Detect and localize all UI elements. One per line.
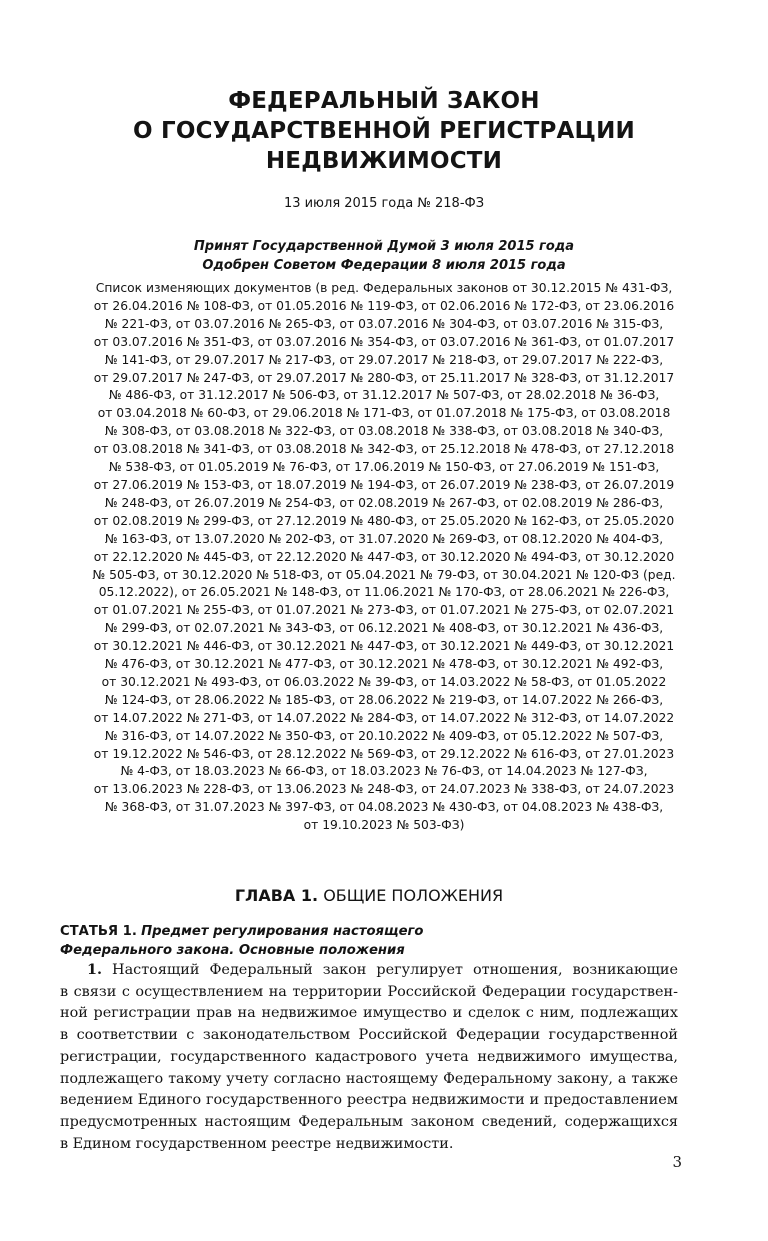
- amendment-line: № 221-ФЗ, от 03.07.2016 № 265-ФЗ, от 03.07.2016 № 304-ФЗ, от 03.07.2016 № 315-ФЗ,: [104, 316, 664, 331]
- document-title: [0, 86, 768, 176]
- article-title-part-1: Предмет регулирования настоящего: [141, 924, 424, 939]
- amendment-line: от 13.06.2023 № 228-ФЗ, от 13.06.2023 № 248-ФЗ, от 24.07.2023 № 338-ФЗ, от 24.07.2023: [93, 782, 675, 797]
- amendment-line: № 505-ФЗ, от 30.12.2020 № 518-ФЗ, от 05.04.2021 № 79-ФЗ, от 30.04.2021 № 120-ФЗ (ред.: [92, 567, 676, 582]
- paragraph-line: подлежащего такому учету согласно настоящему Федеральному закону, а также: [60, 1070, 678, 1087]
- amendment-line: № 124-ФЗ, от 28.06.2022 № 185-ФЗ, от 28.06.2022 № 219-ФЗ, от 14.07.2022 № 266-ФЗ,: [104, 692, 664, 707]
- paragraph-line: в соответствии с законодательством Российской Федерации государственной: [60, 1027, 678, 1044]
- amendment-line: от 03.08.2018 № 341-ФЗ, от 03.08.2018 № 342-ФЗ, от 25.12.2018 № 478-ФЗ, от 27.12.2018: [93, 442, 675, 457]
- amendment-line: от 30.12.2021 № 446-ФЗ, от 30.12.2021 № 447-ФЗ, от 30.12.2021 № 449-ФЗ, от 30.12.2021: [93, 639, 675, 654]
- amendment-line: от 03.04.2018 № 60-ФЗ, от 29.06.2018 № 171-ФЗ, от 01.07.2018 № 175-ФЗ, от 03.08.2018: [97, 406, 671, 421]
- article-heading-line-2: [60, 941, 720, 960]
- amendment-line: 05.12.2022), от 26.05.2021 № 148-ФЗ, от 11.06.2021 № 170-ФЗ, от 28.06.2021 № 226-ФЗ,: [98, 585, 670, 600]
- paragraph-line: в Едином государственном реестре недвижимости.: [60, 1135, 454, 1152]
- amendment-line: № 486-ФЗ, от 31.12.2017 № 506-ФЗ, от 31.12.2017 № 507-ФЗ, от 28.02.2018 № 36-ФЗ,: [108, 388, 660, 403]
- paragraph-text: Настоящий Федеральный закон регулирует отношения, возникающие: [112, 962, 678, 978]
- article-heading: [60, 922, 720, 960]
- chapter-title: ОБЩИЕ ПОЛОЖЕНИЯ: [323, 886, 504, 905]
- article-title-part-2: Федерального закона. Основные положения: [60, 943, 405, 958]
- amendment-line: от 19.12.2022 № 546-ФЗ, от 28.12.2022 № 569-ФЗ, от 29.12.2022 № 616-ФЗ, от 27.01.2023: [93, 746, 675, 761]
- amendment-line: № 538-ФЗ, от 01.05.2019 № 76-ФЗ, от 17.06.2019 № 150-ФЗ, от 27.06.2019 № 151-ФЗ,: [108, 460, 660, 475]
- adopted-by-duma: Принят Государственной Думой 3 июля 2015 года: [193, 239, 575, 254]
- amendment-line: № 299-ФЗ, от 02.07.2021 № 343-ФЗ, от 06.12.2021 № 408-ФЗ, от 30.12.2021 № 436-ФЗ,: [104, 621, 664, 636]
- article-heading-line-1: [60, 922, 720, 941]
- amendment-line: № 163-ФЗ, от 13.07.2020 № 202-ФЗ, от 31.07.2020 № 269-ФЗ, от 08.12.2020 № 404-ФЗ,: [104, 531, 664, 546]
- amendment-line: № 4-ФЗ, от 18.03.2023 № 66-ФЗ, от 18.03.2023 № 76-ФЗ, от 14.04.2023 № 127-ФЗ,: [120, 764, 648, 779]
- amendment-line: от 29.07.2017 № 247-ФЗ, от 29.07.2017 № 280-ФЗ, от 25.11.2017 № 328-ФЗ, от 31.12.2017: [93, 370, 675, 385]
- paragraph-line: предусмотренных настоящим Федеральным законом сведений, содержащихся: [60, 1113, 678, 1130]
- amendment-line: № 248-ФЗ, от 26.07.2019 № 254-ФЗ, от 02.08.2019 № 267-ФЗ, от 02.08.2019 № 286-ФЗ,: [104, 495, 664, 510]
- law-date-number: 13 июля 2015 года № 218-ФЗ: [283, 196, 485, 211]
- paragraph-line: ведением Единого государственного реестра недвижимости и предоставлением: [60, 1092, 678, 1109]
- amendment-line: № 368-ФЗ, от 31.07.2023 № 397-ФЗ, от 04.08.2023 № 430-ФЗ, от 04.08.2023 № 438-ФЗ,: [104, 800, 664, 815]
- title-line-3: НЕДВИЖИМОСТИ: [265, 148, 503, 174]
- amendment-line: Список изменяющих документов (в ред. Федеральных законов от 30.12.2015 № 431-ФЗ,: [95, 281, 673, 295]
- paragraph-number: 1.: [87, 961, 103, 978]
- amendment-line: от 14.07.2022 № 271-ФЗ, от 14.07.2022 № 284-ФЗ, от 14.07.2022 № 312-ФЗ, от 14.07.2022: [93, 710, 675, 725]
- amendment-line: от 01.07.2021 № 255-ФЗ, от 01.07.2021 № 273-ФЗ, от 01.07.2021 № 275-ФЗ, от 02.07.2021: [93, 603, 675, 618]
- title-line-2: О ГОСУДАРСТВЕННОЙ РЕГИСТРАЦИИ: [133, 118, 635, 144]
- article-paragraph: [60, 959, 678, 1155]
- chapter-label: ГЛАВА 1.: [234, 886, 319, 905]
- page-number: 3: [672, 1153, 682, 1171]
- amendment-line: от 02.08.2019 № 299-ФЗ, от 27.12.2019 № 480-ФЗ, от 25.05.2020 № 162-ФЗ, от 25.05.2020: [93, 513, 675, 528]
- paragraph-line: в связи с осуществлением на территории Российской Федерации государствен-: [60, 983, 678, 1000]
- paragraph-line: регистрации, государственного кадастрового учета недвижимого имущества,: [60, 1048, 678, 1065]
- amendment-line: от 26.04.2016 № 108-ФЗ, от 01.05.2016 № 119-ФЗ, от 02.06.2016 № 172-ФЗ, от 23.06.2016: [93, 298, 675, 313]
- amendment-line: № 141-ФЗ, от 29.07.2017 № 217-ФЗ, от 29.07.2017 № 218-ФЗ, от 29.07.2017 № 222-ФЗ,: [104, 352, 664, 367]
- chapter-heading: [0, 886, 738, 906]
- amendment-line: № 476-ФЗ, от 30.12.2021 № 477-ФЗ, от 30.12.2021 № 478-ФЗ, от 30.12.2021 № 492-ФЗ,: [104, 657, 664, 672]
- amendment-line: № 308-ФЗ, от 03.08.2018 № 322-ФЗ, от 03.08.2018 № 338-ФЗ, от 03.08.2018 № 340-ФЗ,: [104, 424, 664, 439]
- amendment-line: от 19.10.2023 № 503-ФЗ): [303, 818, 465, 833]
- amendment-line: от 27.06.2019 № 153-ФЗ, от 18.07.2019 № 194-ФЗ, от 26.07.2019 № 238-ФЗ, от 26.07.2019: [93, 477, 675, 492]
- adoption-info: [0, 237, 768, 275]
- paragraph-line: ной регистрации прав на недвижимое имущество и сделок с ним, подлежащих: [60, 1005, 678, 1022]
- amendments-list: [60, 280, 708, 835]
- amendment-line: от 03.07.2016 № 351-ФЗ, от 03.07.2016 № 354-ФЗ, от 03.07.2016 № 361-ФЗ, от 01.07.2017: [93, 334, 675, 349]
- amendment-line: от 30.12.2021 № 493-ФЗ, от 06.03.2022 № 39-ФЗ, от 14.03.2022 № 58-ФЗ, от 01.05.2022: [101, 674, 667, 689]
- paragraph-line: [60, 959, 678, 982]
- amendment-line: № 316-ФЗ, от 14.07.2022 № 350-ФЗ, от 20.10.2022 № 409-ФЗ, от 05.12.2022 № 507-ФЗ,: [104, 728, 664, 743]
- amendment-line: от 22.12.2020 № 445-ФЗ, от 22.12.2020 № 447-ФЗ, от 30.12.2020 № 494-ФЗ, от 30.12.2020: [93, 549, 675, 564]
- title-line-1: ФЕДЕРАЛЬНЫЙ ЗАКОН: [228, 88, 540, 114]
- article-label: СТАТЬЯ 1.: [60, 924, 137, 939]
- approved-by-council: Одобрен Советом Федерации 8 июля 2015 года: [202, 258, 566, 273]
